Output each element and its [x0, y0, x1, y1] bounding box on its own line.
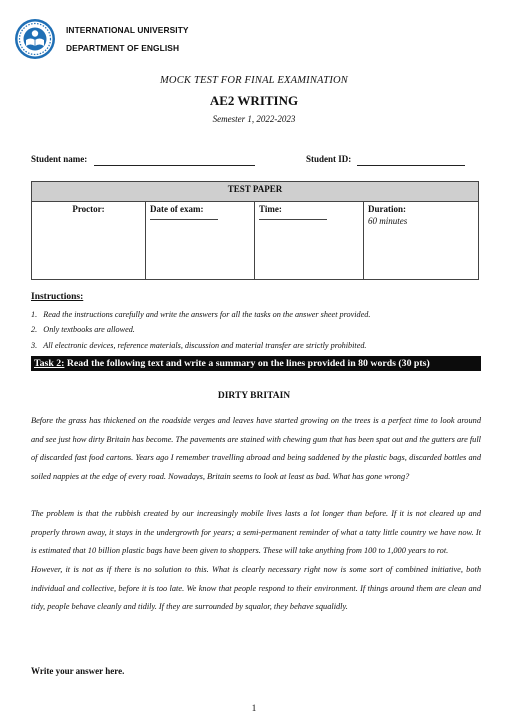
time-cell [255, 202, 364, 280]
instruction-item [31, 310, 370, 319]
write-answer-label: Write your answer here. [31, 666, 125, 676]
proctor-label: Proctor: [72, 204, 105, 214]
course-title: AE2 WRITING [209, 93, 299, 108]
test-paper-heading: TEST PAPER [32, 182, 479, 202]
duration-value: 60 minutes [368, 216, 408, 226]
duration-label: Duration: [368, 204, 406, 214]
date-cell [146, 202, 255, 280]
instruction-text: All electronic devices, reference materials, discussion and material transfer are strictly prohibited. [43, 341, 367, 350]
article-paragraph: The problem is that the rubbish created by our increasingly mobile lives lasts a lot longer than before. If it is not cleared up and properly thrown away, it stays in the undergrowth for years; a semi-permanent reminder of what a tatty little country we have now. It is estimated that 10 billion plastic bags have been given to shoppers. These will take anything from 100 to 1,000 years to rot. [31, 509, 481, 556]
exam-title: MOCK TEST FOR FINAL EXAMINATION [159, 75, 348, 86]
student-id-label: Student ID: [306, 154, 352, 164]
duration-cell [364, 202, 479, 280]
time-label: Time: [259, 204, 282, 214]
instruction-item [31, 325, 135, 334]
article-paragraph: However, it is not as if there is no solution to this. What is clearly necessary right now is some sort of combined initiative, both individual and collective, before it is too late. We know that people respond to their environment. If things around them are clean and tidy, people behave cleanly and tidily. If they are surrounded by squalor, they behave squalidly. [31, 565, 481, 612]
instruction-number: 3. [31, 341, 38, 350]
university-name: INTERNATIONAL UNIVERSITY [66, 25, 189, 35]
article-title: DIRTY BRITAIN [217, 391, 291, 401]
task-text: Read the following text and write a summary on the lines provided in 80 words (30 pts) [66, 358, 430, 369]
instruction-item [31, 341, 366, 350]
instructions-heading: Instructions: [31, 292, 84, 302]
test-paper-table [31, 181, 479, 280]
time-field[interactable] [259, 219, 327, 220]
task-label: Task 2: [34, 358, 65, 369]
student-name-label: Student name: [31, 154, 88, 164]
semester-label: Semester 1, 2022-2023 [212, 114, 296, 124]
instruction-text: Only textbooks are allowed. [43, 325, 135, 334]
date-label: Date of exam: [150, 204, 204, 214]
task-banner [31, 356, 481, 371]
instruction-text: Read the instructions carefully and write the answers for all the tasks on the answer sheet provided. [43, 310, 371, 319]
proctor-cell [32, 202, 146, 280]
university-logo-icon [14, 18, 56, 60]
instruction-number: 2. [31, 325, 38, 334]
date-field[interactable] [150, 219, 218, 220]
student-name-field[interactable] [94, 165, 255, 166]
student-id-field[interactable] [357, 165, 465, 166]
page-number: 1 [251, 704, 257, 714]
department-name: DEPARTMENT OF ENGLISH [66, 43, 180, 53]
instruction-number: 1. [31, 310, 38, 319]
article-paragraph: Before the grass has thickened on the roadside verges and leaves have started growing on the trees is a perfect time to look around and see just how dirty Britain has become. The pavements are stained with chewing gum that has been spat out and the gutters are full of discarded fast food cartons. Years ago I remember travelling abroad and being saddened by the plastic bags, discarded bottles and soiled nappies at the edge of every road. Nowadays, Britain seems to look at least as bad. What has gone wrong? [31, 416, 481, 481]
